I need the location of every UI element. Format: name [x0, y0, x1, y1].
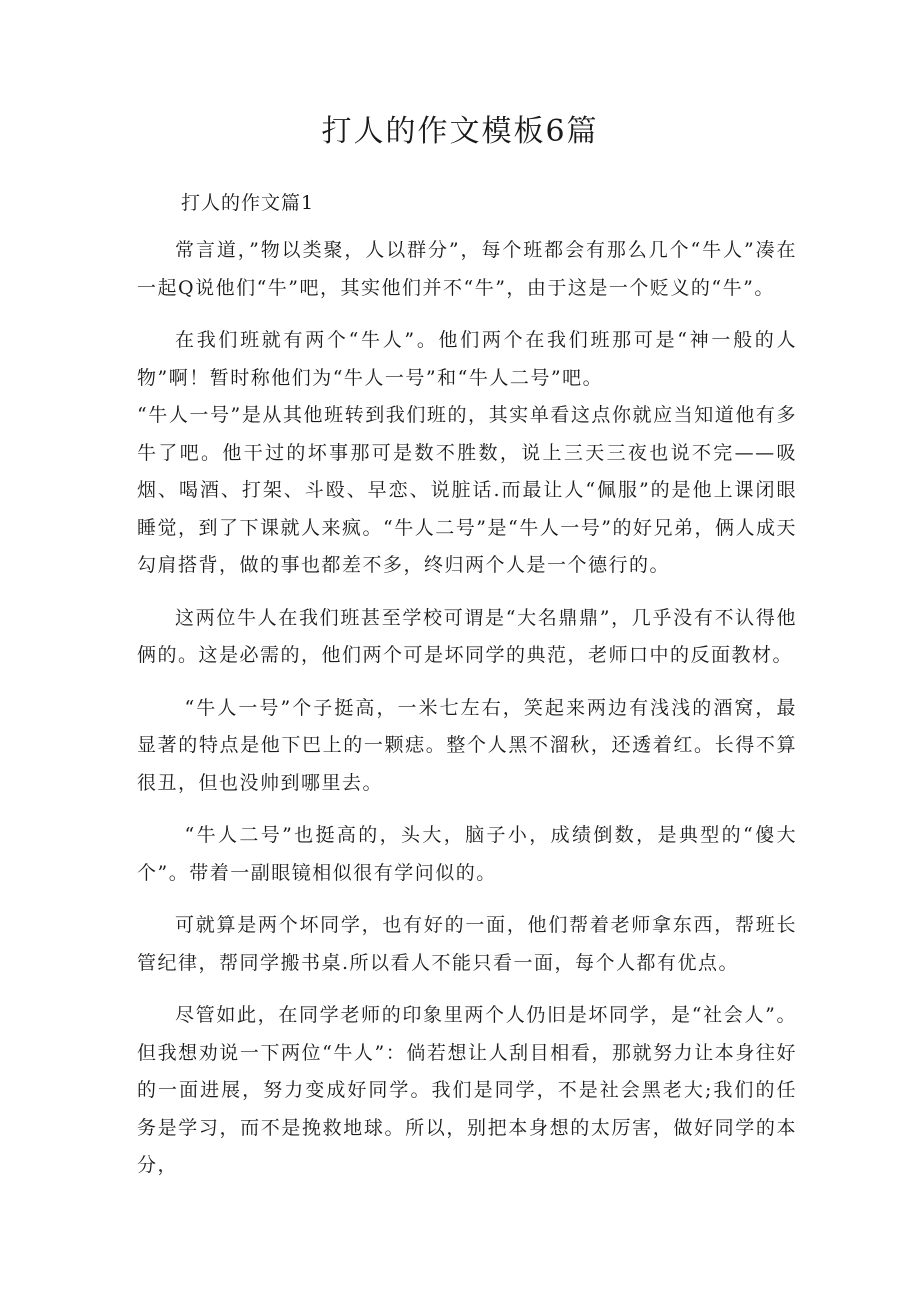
- document-title: 打人的作文模板6篇: [321, 114, 599, 149]
- paragraph: “牛人二号”也挺高的，头大，脑子小，成绩倒数，是典型的“傻大个”。带着一副眼镜相似很有学问似的。: [137, 824, 797, 884]
- paragraph: 这两位牛人在我们班甚至学校可谓是“大名鼎鼎”，几乎没有不认得他俩的。这是必需的，他们两个可是坏同学的典范，老师口中的反面教材。: [137, 606, 797, 666]
- paragraph: “牛人一号”个子挺高，一米七左右，笑起来两边有浅浅的酒窝，最显著的特点是他下巴上的一颗痣。整个人黑不溜秋，还透着红。长得不算很丑，但也没帅到哪里去。: [137, 696, 797, 794]
- paragraph: 常言道，”物以类聚，人以群分”，每个班都会有那么几个“牛人”凑在一起Q说他们“牛”吧，其实他们并不“牛”，由于这是一个贬义的“牛”。: [137, 239, 797, 299]
- paragraph: 尽管如此，在同学老师的印象里两个人仍旧是坏同学，是“社会人”。但我想劝说一下两位“牛人”：倘若想让人刮目相看，那就努力让本身往好的一面进展，努力变成好同学。我们是同学，不是社会黑老大;我们的任务是学习，而不是挽救地球。所以，别把本身想的太厉害，做好同学的本分，: [137, 1004, 797, 1176]
- paragraph: “牛人一号”是从其他班转到我们班的，其实单看这点你就应当知道他有多牛了吧。他干过的坏事那可是数不胜数，说上三天三夜也说不完——吸烟、喝酒、打架、斗殴、早恋、说脏话.而最让人“佩服”的是他上课闭眼睡觉，到了下课就人来疯。“牛人二号”是“牛人一号”的好兄弟，俩人成天勾肩搭背，做的事也都差不多，终归两个人是一个德行的。: [137, 404, 797, 576]
- paragraph: 在我们班就有两个“牛人”。他们两个在我们班那可是“神一般的人物”啊！暂时称他们为“牛人一号”和“牛人二号”吧。: [137, 329, 797, 389]
- document-body: [137, 232, 797, 1200]
- section-heading: 打人的作文篇1: [181, 192, 315, 214]
- paragraph: 可就算是两个坏同学，也有好的一面，他们帮着老师拿东西，帮班长管纪律，帮同学搬书桌.所以看人不能只看一面，每个人都有优点。: [137, 914, 797, 974]
